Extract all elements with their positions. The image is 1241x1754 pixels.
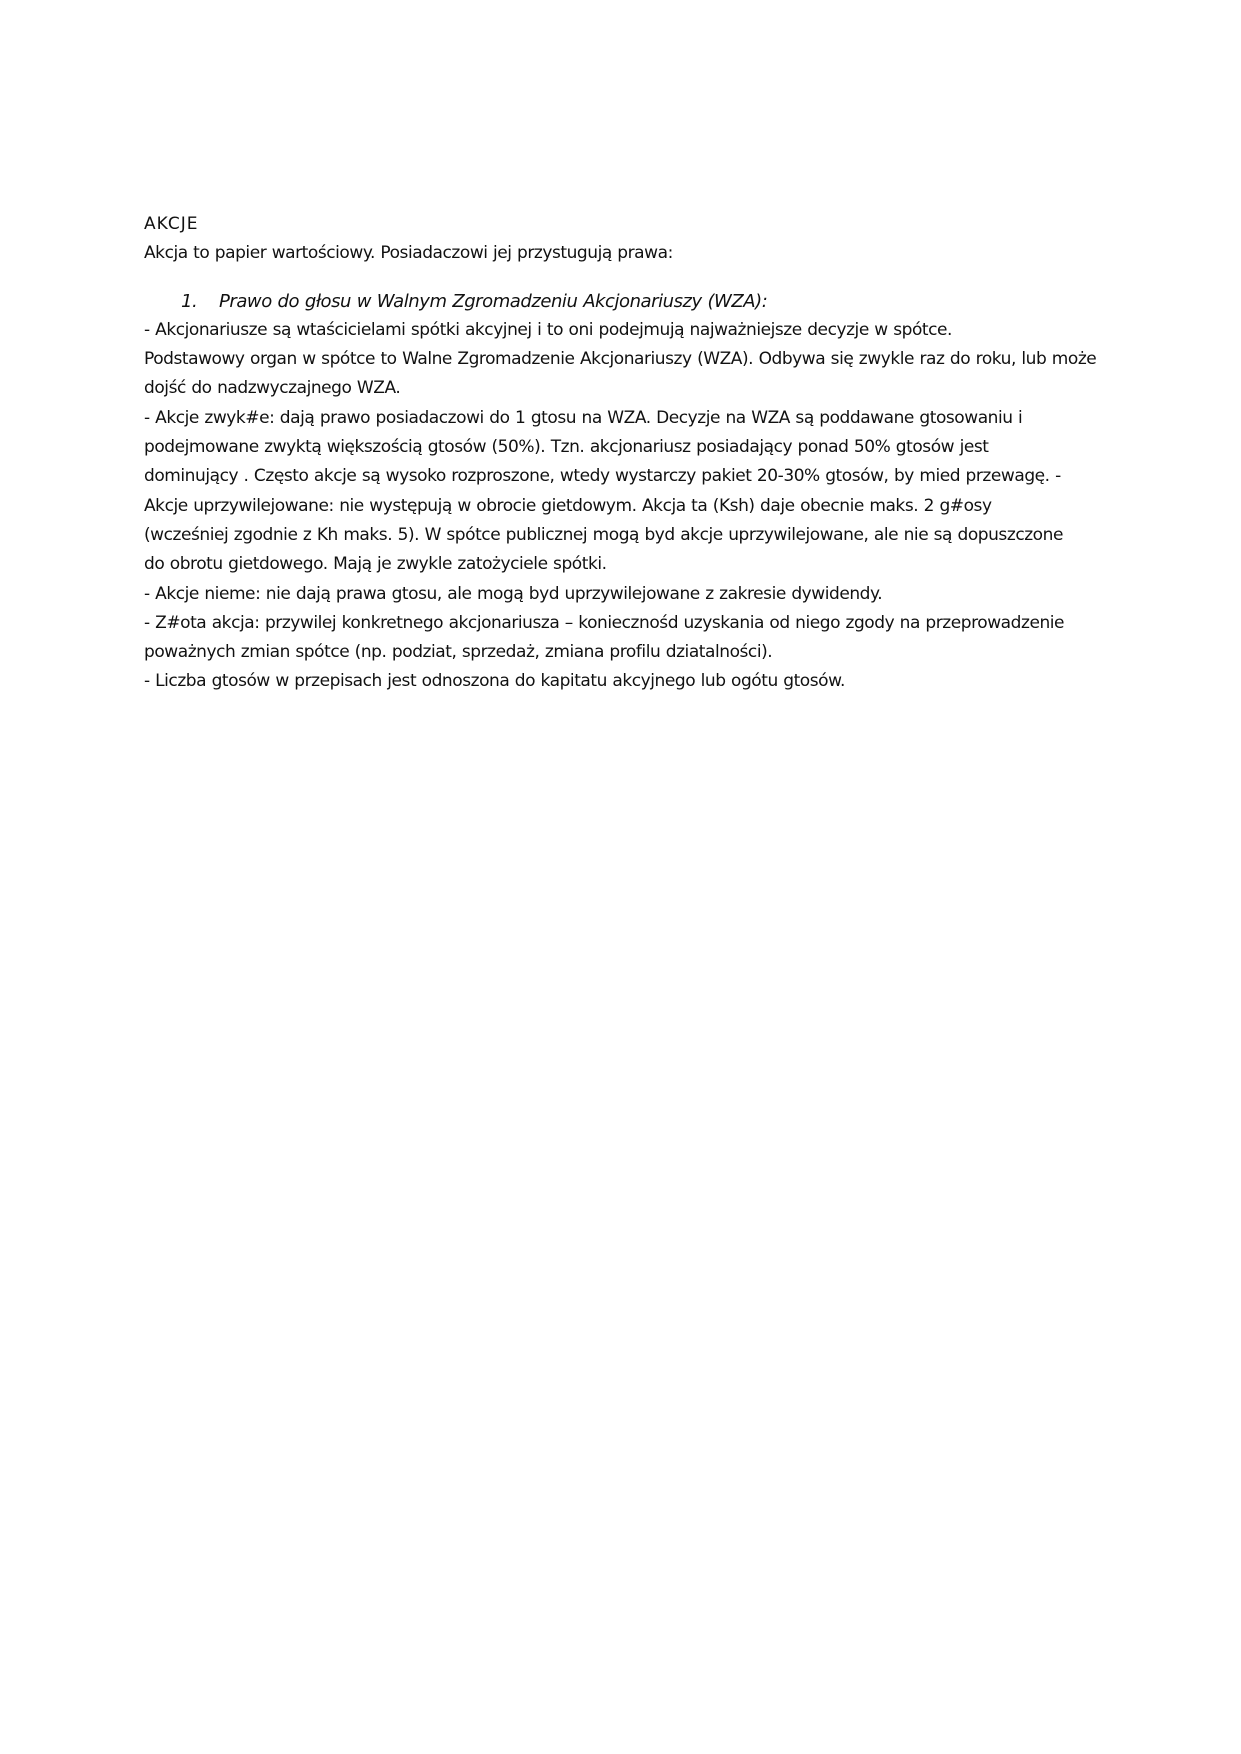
body-line: - Akcje nieme: nie dają prawa gtosu, ale mogą byd uprzywilejowane z zakresie dywidendy.	[144, 583, 883, 604]
body-line: poważnych zmian spótce (np. podziat, sprzedaż, zmiana profilu dziatalności).	[144, 642, 773, 663]
body-line: - Z#ota akcja: przywilej konkretnego akcjonariusza – koniecznośd uzyskania od niego zgody na przeprowadzenie	[144, 612, 1065, 633]
body-line: - Akcje zwyk#e: dają prawo posiadaczowi do 1 gtosu na WZA. Decyzje na WZA są poddawane gtosowaniu i	[144, 407, 1023, 428]
list-number: 1.	[181, 290, 198, 312]
body-line: Podstawowy organ w spótce to Walne Zgromadzenie Akcjonariuszy (WZA). Odbywa się zwykle raz do roku, lub może	[144, 349, 1097, 370]
body-line: - Akcjonariusze są wtaścicielami spótki akcyjnej i to oni podejmują najważniejsze decyzje w spótce.	[144, 319, 952, 340]
body-line: Akcje uprzywilejowane: nie występują w obrocie gietdowym. Akcja ta (Ksh) daje obecnie maks. 2 g#osy	[144, 495, 992, 516]
body-line: - Liczba gtosów w przepisach jest odnoszona do kapitatu akcyjnego lub ogótu gtosów.	[144, 671, 845, 692]
body-line: (wcześniej zgodnie z Kh maks. 5). W spótce publicznej mogą byd akcje uprzywilejowane, ale nie są dopuszczone	[144, 524, 1063, 545]
body-line: dominujący . Często akcje są wysoko rozproszone, wtedy wystarczy pakiet 20-30% gtosów, by mied przewagę. -	[144, 466, 1061, 487]
body-line: podejmowane zwyktą większością gtosów (50%). Tzn. akcjonariusz posiadający ponad 50% gtosów jest	[144, 437, 989, 458]
document-heading: AKCJE	[144, 214, 199, 234]
intro-paragraph: Akcja to papier wartościowy. Posiadaczowi jej przystugują prawa:	[144, 243, 673, 264]
body-line: dojść do nadzwyczajnego WZA.	[144, 378, 401, 399]
list-item-text: Prawo do głosu w Walnym Zgromadzeniu Akcjonariuszy (WZA):	[219, 290, 768, 312]
numbered-list-item	[144, 287, 1104, 316]
body-line: do obrotu gietdowego. Mają je zwykle zatożyciele spótki.	[144, 554, 607, 575]
document-body	[144, 210, 1104, 697]
spacer	[144, 269, 1104, 287]
